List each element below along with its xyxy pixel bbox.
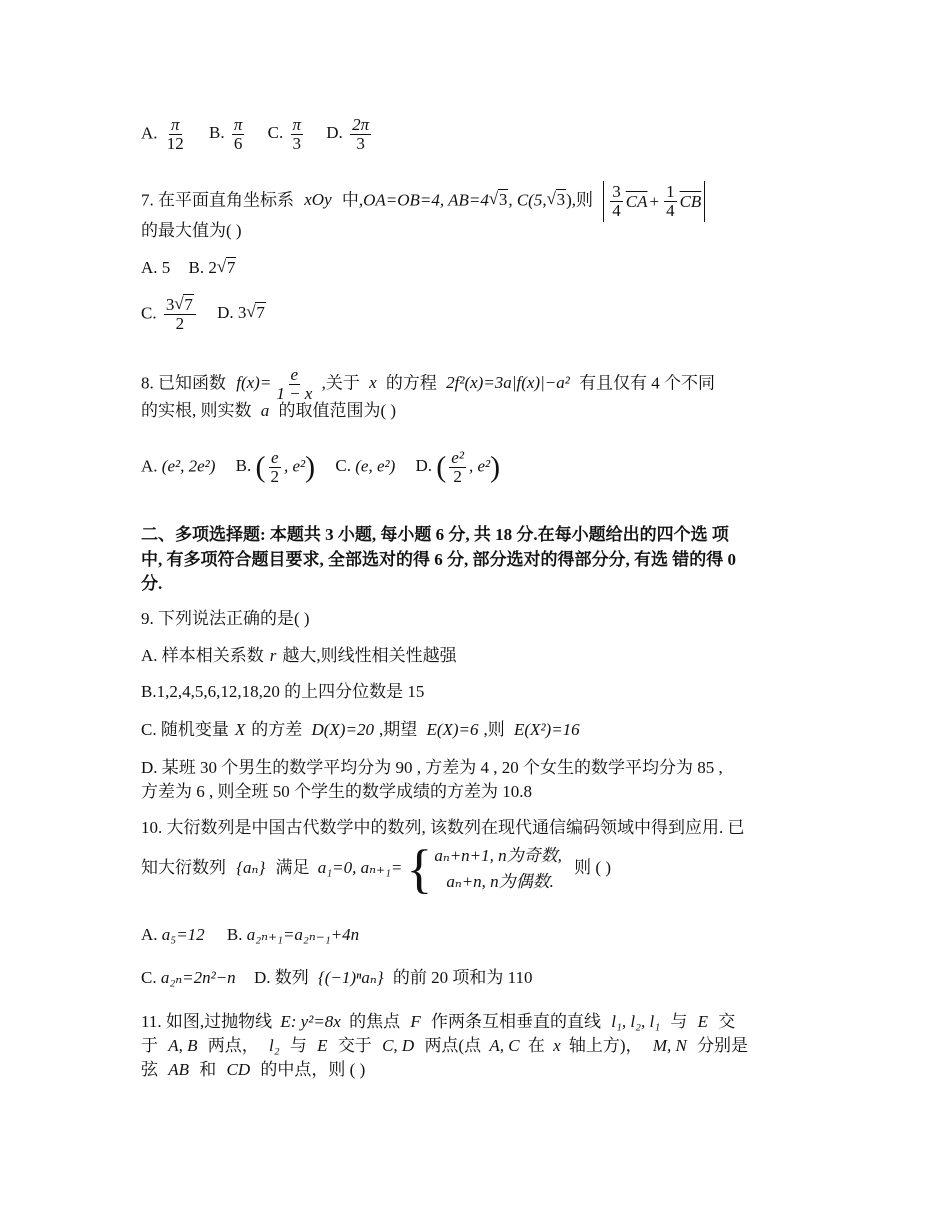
q6-option-a-label: A. xyxy=(141,123,158,143)
q7-stem: 7. 在平面直角坐标系 xOy 中,OA=OB=4, AB=4 √ 3, C(5, √ 3),则 $\frac{3}{4}$ $\overline{CA}$ + $\frac{1}{4}$ $\overline{CB}$ xyxy=(141,181,705,222)
q8-stem: 8. 已知函数 f(x)= $\frac{e}{1 - x}$ ,关于 x 的方程 2f²(x)=3a|f(x)|−a² 有且仅有 4 个不同 xyxy=(141,365,716,403)
q9-option-d-line-1: D. 某班 30 个男生的数学平均分为 90 , 方差为 4 , 20 个女生的数学平均分为 85 , xyxy=(141,758,723,777)
q6-option-c-label: C. xyxy=(267,123,284,143)
q6-option-d-label: D. xyxy=(326,123,343,143)
q8-options: A. (e², 2e²) B. ( $\frac{e}{2}$ , e²) C. (e, e²) D. ( $\frac{\text{e²}}{2}$ , e²) xyxy=(141,448,501,486)
section-2-title-line-2: 中, 有多项符合题目要求, 全部选对的得 6 分, 部分选对的得部分分, 有选 错的得 0 xyxy=(141,550,736,569)
q11-line-3: 弦 AB 和 CD 的中点，则 ( ) xyxy=(141,1060,366,1079)
q6-option-b-fraction: $\frac{\pi}{6}$ xyxy=(233,115,243,153)
q6-option-c-fraction: $\frac{\pi}{3}$ xyxy=(292,115,302,153)
q10-stem-line-2: 知大衍数列 {aₙ} 满足 a₁=0, aₙ₊₁= { aₙ+n+1, n为奇数, aₙ+n, n为偶数. 则 ( ) xyxy=(141,839,611,899)
q6-option-d-fraction: $\frac{2\pi}{3}$ xyxy=(352,115,370,153)
q6-option-b-label: B. xyxy=(209,123,225,143)
q10-stem-line-1: 10. 大衍数列是中国古代数学中的数列, 该数列在现代通信编码领域中得到应用. 已 xyxy=(141,818,745,837)
q9-stem: 9. 下列说法正确的是( ) xyxy=(141,609,310,628)
q9-option-a: A. 样本相关系数 r 越大,则线性相关性越强 xyxy=(141,646,457,665)
section-2-title-line-1: 二、多项选择题: 本题共 3 小题, 每小题 6 分, 共 18 分.在每小题给出的四个选 项 xyxy=(141,525,729,544)
q7-options-cd: C. $\frac{3 √ 7}{2}$ D. 3 √ 7 xyxy=(141,296,266,333)
q10-options-cd: C. a₂ₙ=2n²−n D. 数列 {(−1)ⁿaₙ} 的前 20 项和为 110 xyxy=(141,968,533,987)
q9-option-b: B.1,2,4,5,6,12,18,20 的上四分位数是 15 xyxy=(141,682,425,701)
q7-vector-expression: $\frac{3}{4}$ $\overline{CA}$ + $\frac{1}{4}$ $\overline{CB}$ xyxy=(603,181,705,222)
q11-line-2: 于 A, B 两点， l₂ 与 E 交于 C, D 两点(点 A, C 在 x 轴上方)， M, N 分别是 xyxy=(141,1036,749,1055)
q9-option-c: C. 随机变量 X 的方差 D(X)=20 ,期望 E(X)=6 ,则 E(X²)=16 xyxy=(141,720,580,739)
q10-options-ab: A. a₅=12 B. a₂ₙ₊₁=a₂ₙ₋₁+4n xyxy=(141,925,360,944)
q7-options-ab: A. 5 B. 2 √ 7 xyxy=(141,257,236,279)
q7-stem-cont: 的最大值为( ) xyxy=(141,221,242,240)
q6-options xyxy=(141,116,374,153)
q11-line-1: 11. 如图,过抛物线 E: y²=8x 的焦点 F 作两条互相垂直的直线 l₁, l₂, l₁ 与 E 交 xyxy=(141,1012,736,1031)
q8-stem-cont: 的实根, 则实数 a 的取值范围为( ) xyxy=(141,401,397,420)
section-2-title-line-3: 分. xyxy=(141,574,163,593)
q9-option-d-line-2: 方差为 6 , 则全班 50 个学生的数学成绩的方差为 10.8 xyxy=(141,782,532,801)
q6-option-a-fraction: $\frac{\pi}{12}$ xyxy=(166,115,184,153)
